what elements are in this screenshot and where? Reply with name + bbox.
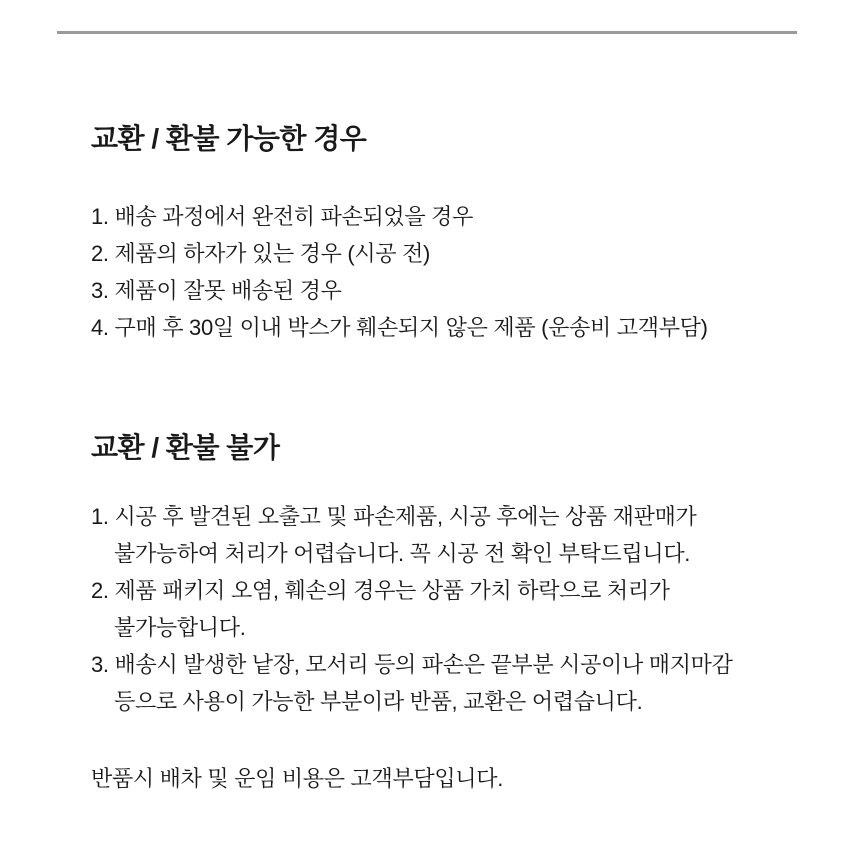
list-item-text-continuation: 등으로 사용이 가능한 부분이라 반품, 교환은 어렵습니다. — [114, 689, 643, 714]
list-item-text-continuation: 불가능하여 처리가 어렵습니다. 꼭 시공 전 확인 부탁드립니다. — [114, 541, 691, 566]
list-item-text: 3. 제품이 잘못 배송된 경우 — [91, 278, 342, 303]
policy-document — [0, 31, 860, 797]
list-item — [91, 198, 820, 235]
list-item-text: 1. 시공 후 발견된 오출고 및 파손제품, 시공 후에는 상품 재판매가 — [91, 504, 697, 529]
list-item — [91, 235, 820, 272]
list-item — [91, 309, 820, 346]
list-item — [91, 272, 820, 309]
list-item — [91, 498, 820, 572]
list-item-text: 2. 제품의 하자가 있는 경우 (시공 전) — [91, 241, 431, 266]
allowed-list — [91, 198, 820, 346]
policy-content — [0, 119, 860, 797]
denied-list — [91, 498, 820, 720]
return-cost-note: 반품시 배차 및 운임 비용은 고객부담입니다. — [91, 766, 504, 791]
list-item — [91, 646, 820, 720]
top-divider — [57, 31, 797, 34]
denied-section-title: 교환 / 환불 불가 — [91, 432, 280, 463]
list-item-text: 2. 제품 패키지 오염, 훼손의 경우는 상품 가치 하락으로 처리가 — [91, 578, 670, 603]
list-item-text: 3. 배송시 발생한 낱장, 모서리 등의 파손은 끝부분 시공이나 매지마감 — [91, 652, 733, 677]
allowed-section-title: 교환 / 환불 가능한 경우 — [91, 123, 367, 154]
list-item-text-continuation: 불가능합니다. — [114, 615, 246, 640]
list-item-text: 1. 배송 과정에서 완전히 파손되었을 경우 — [91, 204, 474, 229]
list-item-text: 4. 구매 후 30일 이내 박스가 훼손되지 않은 제품 (운송비 고객부담) — [91, 315, 708, 340]
list-item — [91, 572, 820, 646]
